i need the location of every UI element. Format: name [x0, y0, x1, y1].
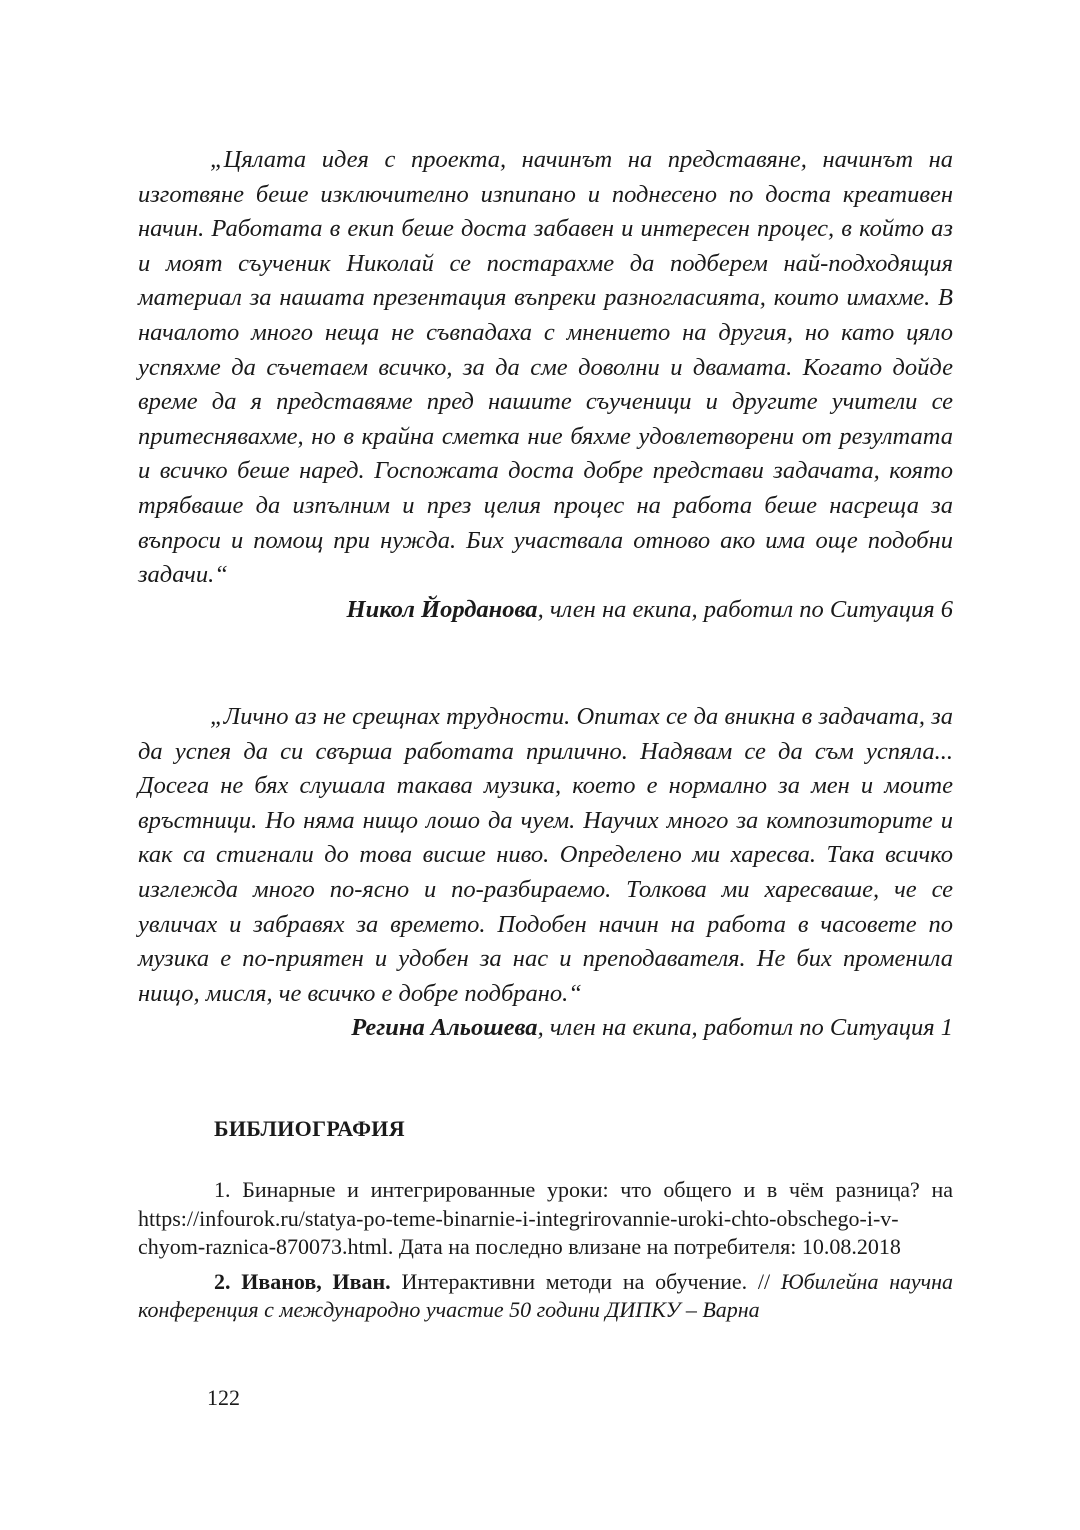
bibliography-list	[138, 1176, 953, 1325]
quote-1-text: „Цялата идея с проекта, начинът на представяне, начинът на изготвяне беше изключително изпипано и поднесено по доста креативен начин. Работата в екип беше доста забавен и интересен процес, в който аз и моят съученик Николай се постарахме да подберем най-подходящия материал за нашата презентация въпреки разногласията, които имахме. В началото много неща не съвпадаха с мнението на другия, но като цяло успяхме да съчетаем всичко, за да сме доволни и двамата. Когато дойде време да я представяме пред нашите съученици и другите учители се притеснявахме, но в крайна сметка ние бяхме удовлетворени от резултата и всичко беше наред. Госпожата доста добре представи задачата, която трябваше да изпълним и през целия процес на работа беше насреща за въпроси и помощ при нужда. Бих участвала отново ако има още подобни задачи.“	[138, 146, 953, 589]
quote-1-block	[138, 143, 953, 627]
bibliography-item-2	[138, 1268, 953, 1325]
quote-2-text: „Лично аз не срещнах трудности. Опитах се да вникна в задачата, за да успея да си свърша работата прилично. Надявам се да съм успяла... Досега не бях слушала такава музика, което е нормално за мен и моите връстници. Но няма нищо лошо да чуем. Научих много за композиторите и как са стигнали до това висше ниво. Определено ми харесва. Така всичко изглежда много по-ясно и по-разбираемо. Толкова ми харесваше, че се увличах и забравях за времето. Подобен начин на работа в часовете по музика е по-приятен и удобен за нас и преподавателя. Не бих променила нищо, мисля, че всичко е добре подбрано.“	[138, 703, 953, 1007]
ref-2-source: Юбилейна научна конференция с международно участие 50 години ДИПКУ – Варна	[138, 1268, 954, 1322]
bibliography-item-1: 1. Бинарные и интегрированные уроки: что общего и в чём разница? на https://infourok.ru/statya-po-teme-binarnie-i-integrirovannie-uroki-chto-obschego-i-v-chyom-raznica-870073.html. Дата на последно влизане на потребителя: 10.08.2018	[138, 1177, 953, 1259]
quote-2-author: Регина Альошева	[351, 1014, 538, 1042]
quote-2-role: , член на екипа, работил по Ситуация 1	[537, 1014, 953, 1042]
quote-1-role: , член на екипа, работил по Ситуация 6	[537, 595, 953, 623]
quote-1-author: Никол Йорданова	[346, 595, 538, 623]
quote-2-signature	[138, 1011, 953, 1046]
ref-2-author: 2. Иванов, Иван.	[214, 1268, 391, 1294]
bibliography-heading: БИБЛИОГРАФИЯ	[214, 1116, 405, 1141]
bibliography-section	[138, 1116, 953, 1142]
page-number: 122	[207, 1385, 240, 1410]
ref-2-title: Интерактивни методи на обучение. //	[390, 1268, 781, 1294]
quote-2-block	[138, 700, 953, 1046]
quote-1-signature	[138, 593, 953, 628]
